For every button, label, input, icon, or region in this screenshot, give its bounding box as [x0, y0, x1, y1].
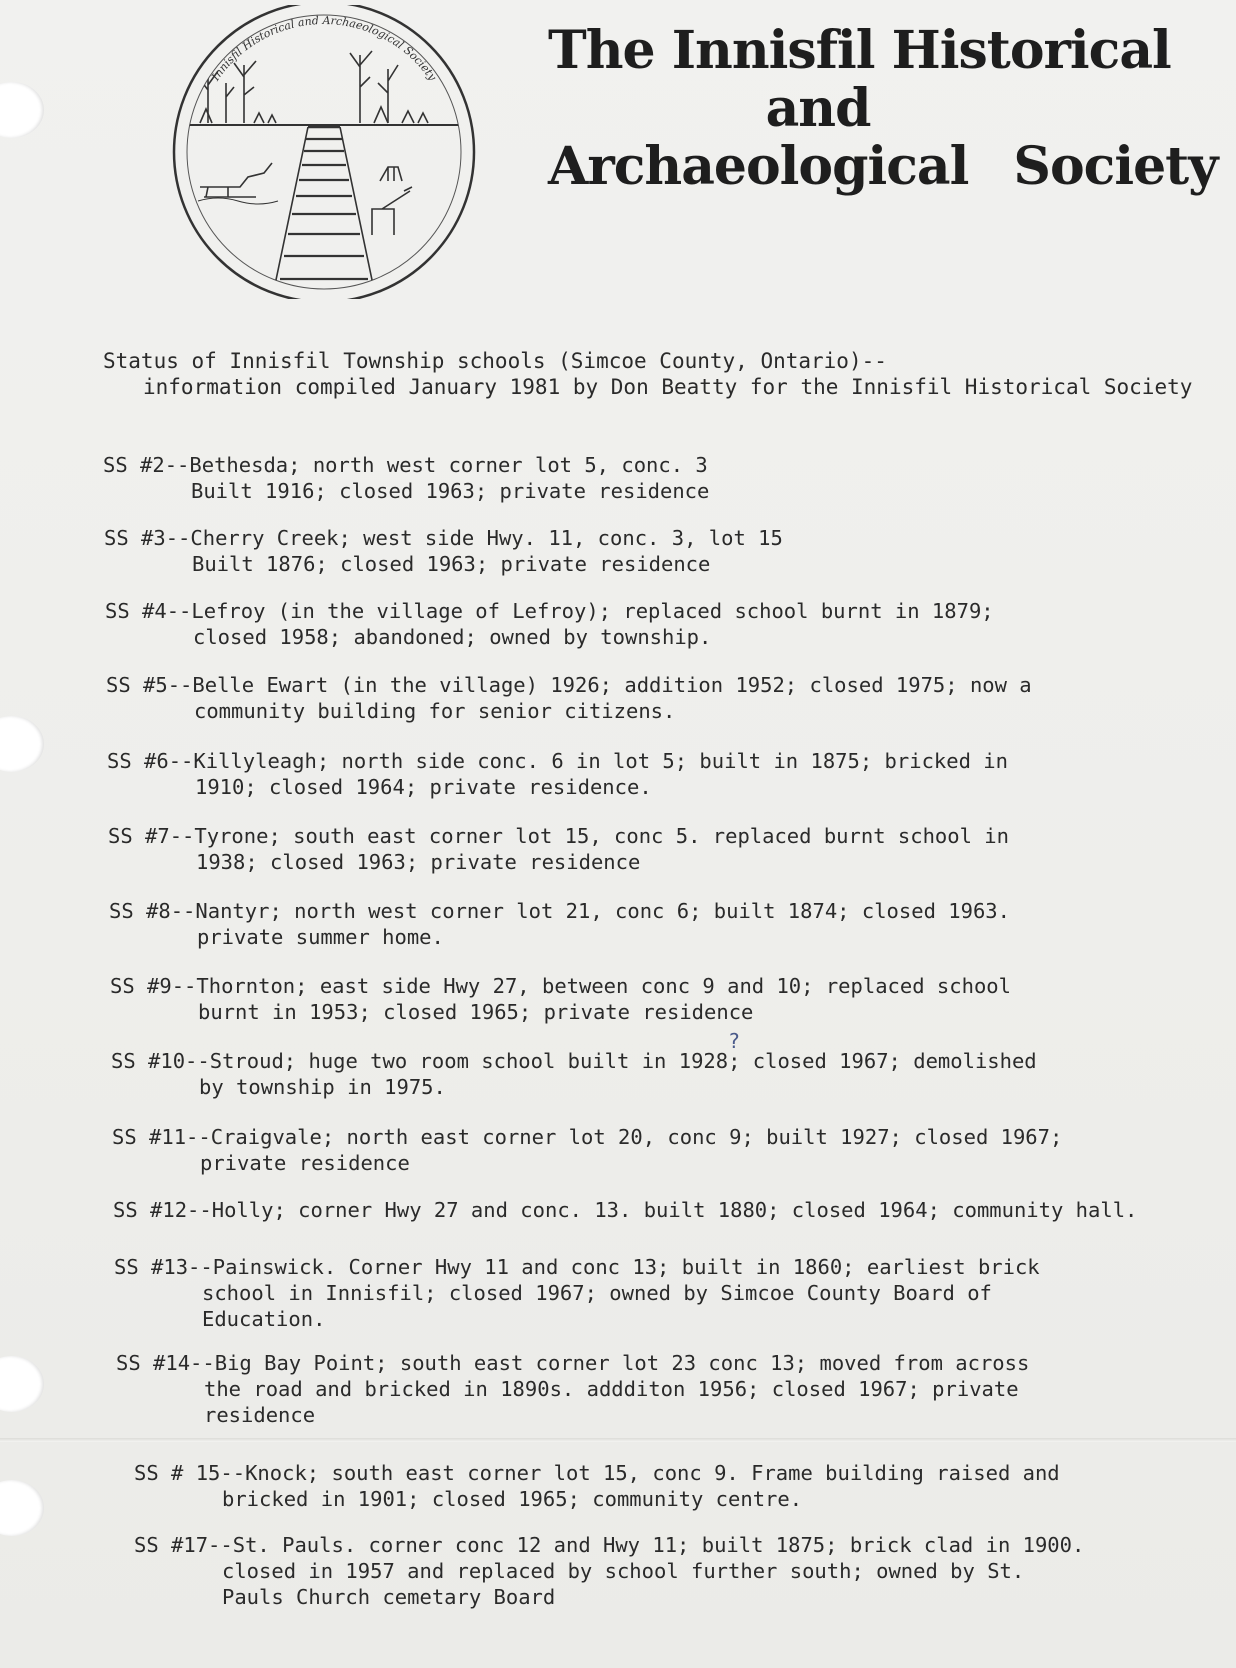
school-entry	[108, 823, 1009, 875]
school-entry	[107, 748, 1008, 800]
school-entry	[104, 525, 783, 577]
punch-hole	[0, 1356, 44, 1412]
school-entry	[111, 1029, 1037, 1100]
entry-line: SS #11--Craigvale; north east corner lot 20, conc 9; built 1927; closed 1967;	[112, 1125, 1063, 1149]
society-title	[548, 20, 1218, 197]
entry-line: SS #7--Tyrone; south east corner lot 15, conc 5. replaced burnt school in	[108, 824, 1009, 848]
school-entry	[113, 1197, 1137, 1223]
entry-line: Pauls Church cemetary Board	[222, 1585, 556, 1609]
society-logo	[168, 5, 480, 299]
heading-line: information compiled January 1981 by Don Beatty for the Innisfil Historical Society	[143, 375, 1193, 399]
title-line: Archaeological Society	[548, 136, 1218, 197]
svg-text:Innisfil Historical and Archae: Innisfil Historical and Archaeological Society	[208, 13, 440, 84]
punch-hole	[0, 1480, 44, 1536]
title-line: and	[765, 78, 871, 139]
entry-line: closed in 1957 and replaced by school further south; owned by St.	[222, 1559, 1025, 1583]
page-fold	[0, 1438, 1236, 1442]
entry-line: SS #6--Killyleagh; north side conc. 6 in lot 5; built in 1875; bricked in	[107, 749, 1008, 773]
school-entry	[105, 598, 994, 650]
school-entry	[134, 1532, 1084, 1610]
entry-line: the road and bricked in 1890s. addditon 1956; closed 1967; private	[204, 1377, 1019, 1401]
entry-line: Education.	[202, 1307, 326, 1331]
entry-line: SS #8--Nantyr; north west corner lot 21, conc 6; built 1874; closed 1963.	[109, 899, 1010, 923]
school-entry	[110, 973, 1011, 1025]
school-entry	[103, 452, 709, 504]
school-entry	[106, 672, 1032, 724]
entry-line: SS #17--St. Pauls. corner conc 12 and Hwy 11; built 1875; brick clad in 1900.	[134, 1533, 1085, 1557]
entry-line: community building for senior citizens.	[194, 699, 676, 723]
entry-line: burnt in 1953; closed 1965; private residence	[198, 1000, 754, 1024]
handwritten-question-mark: ?	[729, 1029, 740, 1053]
entry-line: by township in 1975.	[199, 1075, 446, 1099]
entry-line: SS # 15--Knock; south east corner lot 15, conc 9. Frame building raised and	[134, 1461, 1060, 1485]
punch-hole	[0, 82, 44, 138]
entry-line: SS #14--Big Bay Point; south east corner lot 23 conc 13; moved from across	[116, 1351, 1030, 1375]
entry-line: SS #13--Painswick. Corner Hwy 11 and conc 13; built in 1860; earliest brick	[114, 1255, 1040, 1279]
entry-line: SS #10--Stroud; huge two room school built in 1928; closed 1967; demolished ?	[111, 1029, 1037, 1073]
school-entry	[109, 898, 1010, 950]
school-entry	[116, 1350, 1029, 1428]
entry-line: school in Innisfil; closed 1967; owned by Simcoe County Board of	[202, 1281, 992, 1305]
title-line: The Innisfil Historical	[548, 20, 1171, 81]
school-entry	[114, 1254, 1040, 1332]
punch-hole	[0, 716, 44, 772]
entry-line: residence	[204, 1403, 316, 1427]
entry-line: SS #9--Thornton; east side Hwy 27, between conc 9 and 10; replaced school	[110, 974, 1011, 998]
document-heading	[103, 348, 1192, 400]
entry-line: SS #12--Holly; corner Hwy 27 and conc. 13. built 1880; closed 1964; community hall.	[113, 1198, 1138, 1222]
entry-line: closed 1958; abandoned; owned by township.	[193, 625, 712, 649]
entry-line: bricked in 1901; closed 1965; community centre.	[222, 1487, 803, 1511]
entry-line: 1938; closed 1963; private residence	[196, 850, 641, 874]
entry-line: 1910; closed 1964; private residence.	[195, 775, 652, 799]
school-entry	[112, 1124, 1062, 1176]
entry-line: SS #3--Cherry Creek; west side Hwy. 11, conc. 3, lot 15	[104, 526, 783, 550]
entry-line: private summer home.	[197, 925, 444, 949]
entry-line: Built 1916; closed 1963; private residence	[191, 479, 710, 503]
entry-line: SS #4--Lefroy (in the village of Lefroy); replaced school burnt in 1879;	[105, 599, 994, 623]
entry-line: SS #5--Belle Ewart (in the village) 1926; addition 1952; closed 1975; now a	[106, 673, 1032, 697]
entry-line: SS #2--Bethesda; north west corner lot 5, conc. 3	[103, 453, 708, 477]
entry-line: Built 1876; closed 1963; private residence	[192, 552, 711, 576]
heading-line: Status of Innisfil Township schools (Simcoe County, Ontario)--	[103, 349, 887, 373]
school-entry	[134, 1460, 1060, 1512]
entry-line: private residence	[200, 1151, 410, 1175]
